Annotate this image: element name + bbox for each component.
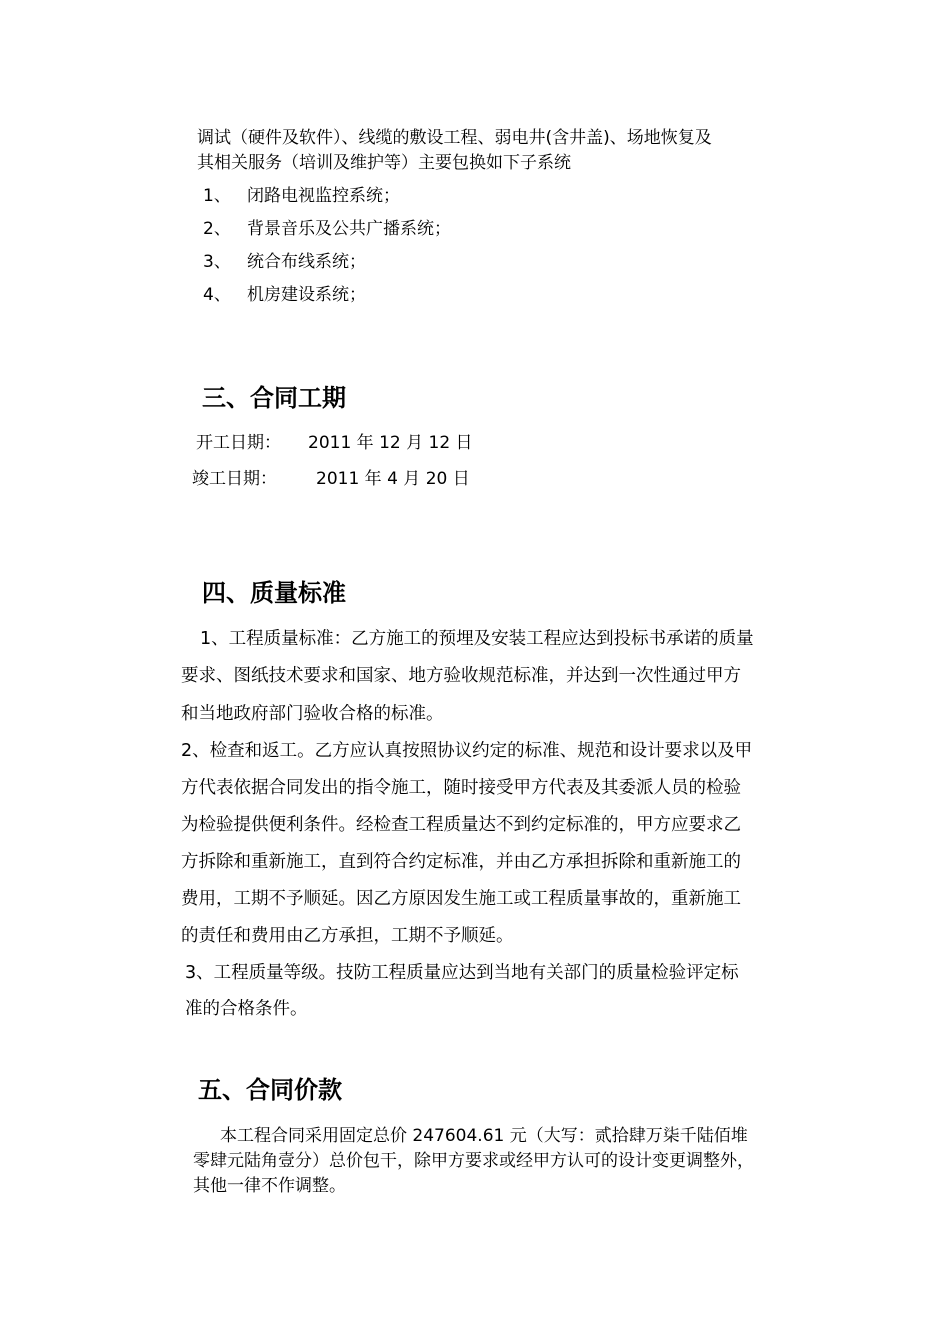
paragraph-line: 本工程合同采用固定总价 247604.61 元（大写：贰拾肆万柒千陆佰堆 bbox=[220, 1126, 748, 1146]
start-date-row bbox=[196, 432, 473, 454]
paragraph-line: 2、检查和返工。乙方应认真按照协议约定的标准、规范和设计要求以及甲 bbox=[181, 741, 753, 761]
paragraph-line: 要求、图纸技术要求和国家、地方验收规范标准，并达到一次性通过甲方 bbox=[181, 666, 741, 686]
intro-line-1: 调试（硬件及软件）、线缆的敷设工程、弱电井(含井盖)、场地恢复及 bbox=[197, 128, 712, 148]
intro-line-2: 其相关服务（培训及维护等）主要包换如下子系统 bbox=[197, 153, 571, 173]
list-item bbox=[203, 218, 451, 240]
paragraph-line: 的责任和费用由乙方承担，工期不予顺延。 bbox=[181, 926, 514, 946]
list-item bbox=[203, 251, 366, 273]
end-date-value: 2011 年 4 月 20 日 bbox=[316, 469, 470, 489]
list-item-text: 统合布线系统； bbox=[247, 252, 366, 272]
paragraph-line: 费用，工期不予顺延。因乙方原因发生施工或工程质量事故的，重新施工 bbox=[181, 889, 741, 909]
paragraph-line: 零肆元陆角壹分）总价包干，除甲方要求或经甲方认可的设计变更调整外， bbox=[193, 1151, 754, 1171]
paragraph-line: 其他一律不作调整。 bbox=[193, 1176, 346, 1196]
list-item-text: 背景音乐及公共广播系统； bbox=[247, 219, 451, 239]
list-item-number: 4、 bbox=[203, 285, 231, 305]
paragraph-line: 方拆除和重新施工，直到符合约定标准，并由乙方承担拆除和重新施工的 bbox=[181, 852, 741, 872]
list-item-text: 机房建设系统； bbox=[247, 285, 366, 305]
end-date-row bbox=[192, 468, 470, 490]
list-item bbox=[203, 284, 366, 306]
list-item-number: 1、 bbox=[203, 186, 231, 206]
section-3-heading: 三、合同工期 bbox=[202, 384, 346, 412]
list-item bbox=[203, 185, 400, 207]
section-4-heading: 四、质量标准 bbox=[202, 579, 346, 607]
list-item-text: 闭路电视监控系统； bbox=[247, 186, 400, 206]
paragraph-line: 方代表依据合同发出的指令施工，随时接受甲方代表及其委派人员的检验 bbox=[181, 778, 741, 798]
paragraph-line: 3、工程质量等级。技防工程质量应达到当地有关部门的质量检验评定标 bbox=[185, 963, 739, 983]
paragraph-line: 为检验提供便利条件。经检查工程质量达不到约定标准的，甲方应要求乙 bbox=[181, 815, 741, 835]
section-5-heading: 五、合同价款 bbox=[198, 1076, 342, 1104]
paragraph-line: 和当地政府部门验收合格的标准。 bbox=[181, 704, 444, 724]
start-date-label: 开工日期： bbox=[196, 433, 281, 453]
paragraph-line: 1、工程质量标准：乙方施工的预埋及安装工程应达到投标书承诺的质量 bbox=[200, 629, 754, 649]
start-date-value: 2011 年 12 月 12 日 bbox=[308, 433, 473, 453]
paragraph-line: 准的合格条件。 bbox=[185, 999, 308, 1019]
end-date-label: 竣工日期： bbox=[192, 469, 277, 489]
list-item-number: 3、 bbox=[203, 252, 231, 272]
list-item-number: 2、 bbox=[203, 219, 231, 239]
